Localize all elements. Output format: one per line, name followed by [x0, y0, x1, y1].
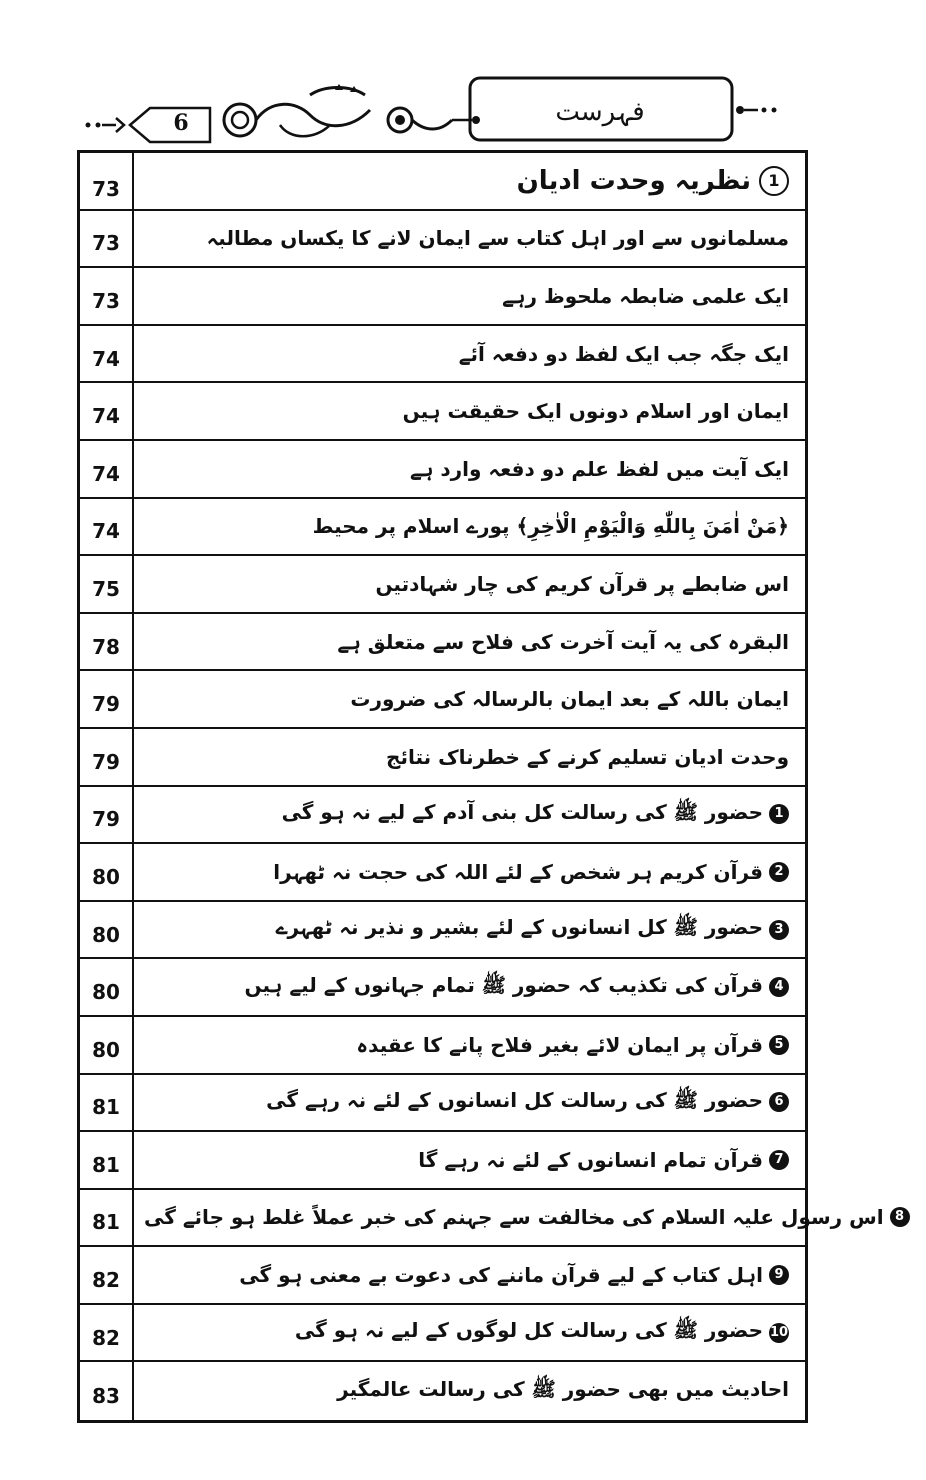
- toc-page-number: 80: [80, 1017, 134, 1073]
- toc-entry: [134, 729, 805, 785]
- toc-entry: [134, 787, 805, 843]
- toc-entry: [134, 844, 805, 900]
- toc-entry: [134, 441, 805, 497]
- toc-page-number: 74: [80, 383, 134, 439]
- item-number-badge: 2: [769, 862, 789, 882]
- toc-page-number: 79: [80, 729, 134, 785]
- toc-page-number: 82: [80, 1305, 134, 1361]
- toc-entry: [134, 153, 805, 209]
- toc-page-number: 73: [80, 268, 134, 324]
- toc-row: [80, 1362, 805, 1420]
- toc-page-number: 74: [80, 441, 134, 497]
- toc-entry-title: ایمان اور اسلام دونوں ایک حقیقت ہیں: [402, 399, 789, 424]
- toc-entry-title: ایک آیت میں لفظ علم دو دفعہ وارد ہے: [409, 456, 789, 481]
- item-number-badge: 6: [769, 1092, 789, 1112]
- toc-entry-title: حضور ﷺ کل انسانوں کے لئے بشیر و نذیر نہ ٹھہرے: [275, 915, 763, 940]
- toc-entry: [134, 671, 805, 727]
- toc-entry-title: ایک علمی ضابطہ ملحوظ رہے: [502, 283, 789, 308]
- toc-entry: [134, 499, 805, 555]
- toc-row: [80, 326, 805, 384]
- toc-page-number: 73: [80, 211, 134, 267]
- toc-entry-title: اس ضابطے پر قرآن کریم کی چار شہادتیں: [375, 571, 789, 596]
- toc-row: [80, 729, 805, 787]
- item-number-badge: 3: [769, 920, 789, 940]
- toc-row: [80, 1247, 805, 1305]
- toc-row: [80, 441, 805, 499]
- toc-row: [80, 1190, 905, 1248]
- toc-row: [80, 844, 805, 902]
- toc-entry: [134, 614, 805, 670]
- page-number: 6: [173, 110, 189, 136]
- toc-entry-title: حضور ﷺ کی رسالت کل لوگوں کے لیے نہ ہو گی: [294, 1318, 763, 1343]
- item-number-badge: 8: [890, 1207, 910, 1227]
- toc-row: [80, 959, 805, 1017]
- toc-entry: [134, 556, 805, 612]
- toc-entry-title: ﴿مَنْ اٰمَنَ بِاللّٰهِ وَالْيَوْمِ الْاٰخِرِ﴾ پورے اسلام پر محیط: [312, 514, 789, 539]
- chapter-title: نظریہ وحدت ادیان: [516, 165, 751, 196]
- toc-row: [80, 787, 805, 845]
- table-of-contents: [77, 150, 905, 1423]
- item-number-badge: 7: [769, 1150, 789, 1170]
- toc-entry-title: ایمان باللہ کے بعد ایمان بالرسالہ کی ضرورت: [350, 687, 789, 712]
- toc-entry-title: احادیث میں بھی حضور ﷺ کی رسالت عالمگیر: [337, 1376, 789, 1401]
- toc-entry-title: البقرہ کی یہ آیت آخرت کی فلاح سے متعلق ہے: [337, 629, 789, 654]
- toc-row: [80, 383, 805, 441]
- toc-row: [80, 153, 805, 211]
- item-number-badge: 1: [769, 804, 789, 824]
- toc-entry: [134, 1305, 805, 1361]
- toc-entry: [134, 326, 805, 382]
- toc-page-number: 75: [80, 556, 134, 612]
- item-number-badge: 10: [769, 1323, 789, 1343]
- item-number-badge: 9: [769, 1265, 789, 1285]
- item-number-badge: 5: [769, 1035, 789, 1055]
- toc-row: [80, 499, 805, 557]
- toc-entry-title: ایک جگہ جب ایک لفظ دو دفعہ آئے: [458, 341, 789, 366]
- toc-row: [80, 1075, 805, 1133]
- toc-page-number: 80: [80, 844, 134, 900]
- toc-page-number: 80: [80, 902, 134, 958]
- toc-page-number: 81: [80, 1190, 134, 1246]
- toc-row: [80, 614, 805, 672]
- toc-entry: [134, 268, 805, 324]
- chapter-number-badge: 1: [759, 166, 789, 196]
- toc-entry-title: اہل کتاب کے لیے قرآن ماننے کی دعوت بے معنی ہو گی: [239, 1263, 763, 1288]
- toc-entry-title: حضور ﷺ کی رسالت کل انسانوں کے لئے نہ رہے گی: [266, 1087, 763, 1112]
- toc-entry-title: قرآن کریم ہر شخص کے لئے اللہ کی حجت نہ ٹھہرا: [273, 859, 763, 884]
- toc-row: [80, 1017, 805, 1075]
- toc-row: [80, 902, 805, 960]
- toc-entry-title: قرآن کی تکذیب کہ حضور ﷺ تمام جہانوں کے لیے ہیں: [244, 972, 763, 997]
- toc-page-number: 74: [80, 326, 134, 382]
- toc-row: [80, 1132, 805, 1190]
- toc-entry: [134, 1190, 926, 1246]
- toc-entry-title: مسلمانوں سے اور اہل کتاب سے ایمان لانے کا یکساں مطالبہ: [206, 226, 789, 251]
- header-title: فہرست: [555, 97, 645, 127]
- toc-page-number: 81: [80, 1075, 134, 1131]
- toc-page-number: 79: [80, 671, 134, 727]
- toc-page-number: 78: [80, 614, 134, 670]
- toc-entry: [134, 1247, 805, 1303]
- toc-entry-title: قرآن تمام انسانوں کے لئے نہ رہے گا: [418, 1147, 763, 1172]
- toc-page-number: 80: [80, 959, 134, 1015]
- toc-entry-title: اس رسول علیہ السلام کی مخالفت سے جہنم کی خبر عملاً غلط ہو جائے گی: [144, 1205, 884, 1230]
- toc-entry-title: وحدت ادیان تسلیم کرنے کے خطرناک نتائج: [386, 744, 789, 769]
- toc-page-number: 73: [80, 153, 134, 209]
- toc-entry: [134, 1362, 805, 1420]
- toc-row: [80, 556, 805, 614]
- toc-row: [80, 268, 805, 326]
- toc-entry: [134, 1017, 805, 1073]
- toc-row: [80, 1305, 805, 1363]
- toc-page-number: 79: [80, 787, 134, 843]
- toc-entry: [134, 1075, 805, 1131]
- toc-entry: [134, 211, 805, 267]
- toc-entry: [134, 902, 805, 958]
- toc-page-number: 82: [80, 1247, 134, 1303]
- toc-page-number: 83: [80, 1362, 134, 1420]
- toc-entry-title: قرآن پر ایمان لائے بغیر فلاح پانے کا عقیدہ: [356, 1032, 763, 1057]
- toc-entry: [134, 959, 805, 1015]
- toc-row: [80, 211, 805, 269]
- toc-row: [80, 671, 805, 729]
- toc-page-number: 81: [80, 1132, 134, 1188]
- toc-entry: [134, 383, 805, 439]
- toc-entry-title: حضور ﷺ کی رسالت کل بنی آدم کے لیے نہ ہو گی: [281, 799, 763, 824]
- item-number-badge: 4: [769, 977, 789, 997]
- toc-page-number: 74: [80, 499, 134, 555]
- toc-entry: [134, 1132, 805, 1188]
